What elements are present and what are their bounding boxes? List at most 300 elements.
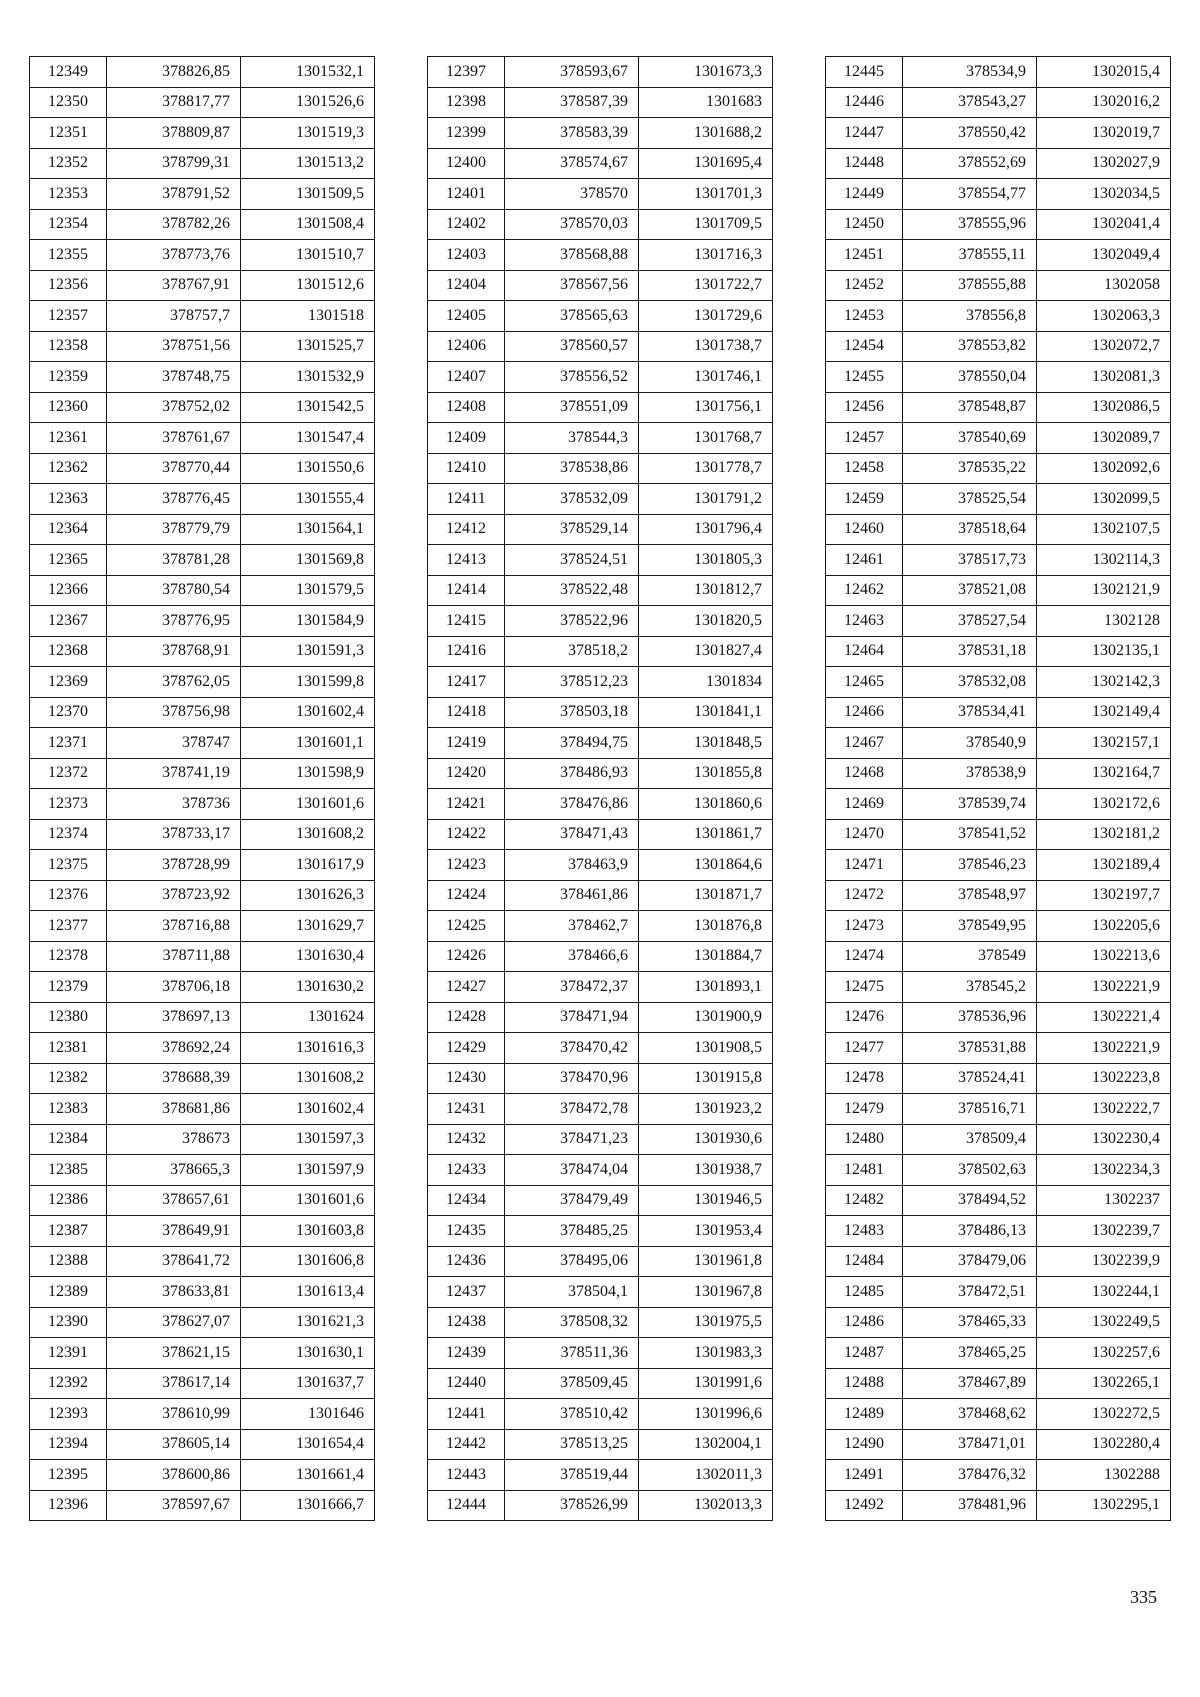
- point-number-cell: 12405: [428, 301, 505, 332]
- y-coordinate-cell: 1302058: [1037, 270, 1171, 301]
- point-number-cell: 12489: [826, 1399, 903, 1430]
- x-coordinate-cell: 378716,88: [107, 911, 241, 942]
- y-coordinate-cell: 1302295,1: [1037, 1490, 1171, 1521]
- y-coordinate-cell: 1301613,4: [241, 1277, 375, 1308]
- x-coordinate-cell: 378462,7: [505, 911, 639, 942]
- x-coordinate-cell: 378673: [107, 1124, 241, 1155]
- x-coordinate-cell: 378516,71: [903, 1094, 1037, 1125]
- x-coordinate-cell: 378471,43: [505, 819, 639, 850]
- point-number-cell: 12457: [826, 423, 903, 454]
- x-coordinate-cell: 378741,19: [107, 758, 241, 789]
- point-number-cell: 12382: [30, 1063, 107, 1094]
- x-coordinate-cell: 378688,39: [107, 1063, 241, 1094]
- table-row: [428, 1307, 773, 1338]
- point-number-cell: 12465: [826, 667, 903, 698]
- table-row: [826, 1277, 1171, 1308]
- y-coordinate-cell: 1301855,8: [639, 758, 773, 789]
- y-coordinate-cell: 1301953,4: [639, 1216, 773, 1247]
- x-coordinate-cell: 378476,32: [903, 1460, 1037, 1491]
- x-coordinate-cell: 378554,77: [903, 179, 1037, 210]
- y-coordinate-cell: 1302027,9: [1037, 148, 1171, 179]
- x-coordinate-cell: 378649,91: [107, 1216, 241, 1247]
- table-row: [428, 514, 773, 545]
- table-row: [826, 697, 1171, 728]
- table-row: [826, 1155, 1171, 1186]
- y-coordinate-cell: 1301630,4: [241, 941, 375, 972]
- y-coordinate-cell: 1301871,7: [639, 880, 773, 911]
- point-number-cell: 12393: [30, 1399, 107, 1430]
- y-coordinate-cell: 1301564,1: [241, 514, 375, 545]
- point-number-cell: 12453: [826, 301, 903, 332]
- y-coordinate-cell: 1302249,5: [1037, 1307, 1171, 1338]
- x-coordinate-cell: 378621,15: [107, 1338, 241, 1369]
- point-number-cell: 12484: [826, 1246, 903, 1277]
- y-coordinate-cell: 1301908,5: [639, 1033, 773, 1064]
- x-coordinate-cell: 378535,22: [903, 453, 1037, 484]
- point-number-cell: 12385: [30, 1155, 107, 1186]
- x-coordinate-cell: 378526,99: [505, 1490, 639, 1521]
- table-row: [428, 209, 773, 240]
- x-coordinate-cell: 378552,69: [903, 148, 1037, 179]
- x-coordinate-cell: 378476,86: [505, 789, 639, 820]
- point-number-cell: 12416: [428, 636, 505, 667]
- point-number-cell: 12409: [428, 423, 505, 454]
- y-coordinate-cell: 1301796,4: [639, 514, 773, 545]
- x-coordinate-cell: 378610,99: [107, 1399, 241, 1430]
- x-coordinate-cell: 378762,05: [107, 667, 241, 698]
- x-coordinate-cell: 378782,26: [107, 209, 241, 240]
- table-row: [826, 240, 1171, 271]
- x-coordinate-cell: 378529,14: [505, 514, 639, 545]
- y-coordinate-cell: 1302288: [1037, 1460, 1171, 1491]
- y-coordinate-cell: 1301637,7: [241, 1368, 375, 1399]
- y-coordinate-cell: 1301509,5: [241, 179, 375, 210]
- point-number-cell: 12380: [30, 1002, 107, 1033]
- table-row: [30, 1399, 375, 1430]
- y-coordinate-cell: 1301617,9: [241, 850, 375, 881]
- table-row: [826, 789, 1171, 820]
- y-coordinate-cell: 1301608,2: [241, 1063, 375, 1094]
- x-coordinate-cell: 378550,04: [903, 362, 1037, 393]
- point-number-cell: 12432: [428, 1124, 505, 1155]
- y-coordinate-cell: 1301630,2: [241, 972, 375, 1003]
- x-coordinate-cell: 378471,01: [903, 1429, 1037, 1460]
- point-number-cell: 12445: [826, 57, 903, 88]
- y-coordinate-cell: 1302086,5: [1037, 392, 1171, 423]
- point-number-cell: 12471: [826, 850, 903, 881]
- x-coordinate-cell: 378770,44: [107, 453, 241, 484]
- x-coordinate-cell: 378556,52: [505, 362, 639, 393]
- y-coordinate-cell: 1302265,1: [1037, 1368, 1171, 1399]
- point-number-cell: 12362: [30, 453, 107, 484]
- table-row: [30, 850, 375, 881]
- table-row: [30, 1460, 375, 1491]
- x-coordinate-cell: 378817,77: [107, 87, 241, 118]
- point-number-cell: 12373: [30, 789, 107, 820]
- x-coordinate-cell: 378468,62: [903, 1399, 1037, 1430]
- x-coordinate-cell: 378474,04: [505, 1155, 639, 1186]
- table-row: [428, 1124, 773, 1155]
- table-row: [428, 240, 773, 271]
- x-coordinate-cell: 378597,67: [107, 1490, 241, 1521]
- x-coordinate-cell: 378538,86: [505, 453, 639, 484]
- table-row: [30, 148, 375, 179]
- point-number-cell: 12355: [30, 240, 107, 271]
- point-number-cell: 12476: [826, 1002, 903, 1033]
- table-row: [826, 1460, 1171, 1491]
- point-number-cell: 12492: [826, 1490, 903, 1521]
- y-coordinate-cell: 1302099,5: [1037, 484, 1171, 515]
- x-coordinate-cell: 378780,54: [107, 575, 241, 606]
- y-coordinate-cell: 1302034,5: [1037, 179, 1171, 210]
- table-row: [826, 1307, 1171, 1338]
- x-coordinate-cell: 378605,14: [107, 1429, 241, 1460]
- point-number-cell: 12395: [30, 1460, 107, 1491]
- table-row: [826, 392, 1171, 423]
- table-row: [30, 819, 375, 850]
- y-coordinate-cell: 1302142,3: [1037, 667, 1171, 698]
- x-coordinate-cell: 378518,2: [505, 636, 639, 667]
- y-coordinate-cell: 1302114,3: [1037, 545, 1171, 576]
- y-coordinate-cell: 1301601,6: [241, 789, 375, 820]
- x-coordinate-cell: 378826,85: [107, 57, 241, 88]
- x-coordinate-cell: 378556,8: [903, 301, 1037, 332]
- point-number-cell: 12404: [428, 270, 505, 301]
- x-coordinate-cell: 378525,54: [903, 484, 1037, 515]
- point-number-cell: 12353: [30, 179, 107, 210]
- table-row: [826, 362, 1171, 393]
- x-coordinate-cell: 378751,56: [107, 331, 241, 362]
- table-row: [428, 148, 773, 179]
- table-row: [30, 484, 375, 515]
- table-row: [826, 1429, 1171, 1460]
- x-coordinate-cell: 378657,61: [107, 1185, 241, 1216]
- y-coordinate-cell: 1301569,8: [241, 545, 375, 576]
- table-row: [428, 697, 773, 728]
- table-row: [428, 1002, 773, 1033]
- y-coordinate-cell: 1302189,4: [1037, 850, 1171, 881]
- point-number-cell: 12479: [826, 1094, 903, 1125]
- point-number-cell: 12403: [428, 240, 505, 271]
- y-coordinate-cell: 1301666,7: [241, 1490, 375, 1521]
- x-coordinate-cell: 378467,89: [903, 1368, 1037, 1399]
- y-coordinate-cell: 1301646: [241, 1399, 375, 1430]
- x-coordinate-cell: 378773,76: [107, 240, 241, 271]
- y-coordinate-cell: 1301709,5: [639, 209, 773, 240]
- table-row: [428, 789, 773, 820]
- table-row: [428, 87, 773, 118]
- y-coordinate-cell: 1302089,7: [1037, 423, 1171, 454]
- point-number-cell: 12357: [30, 301, 107, 332]
- y-coordinate-cell: 1301915,8: [639, 1063, 773, 1094]
- y-coordinate-cell: 1302221,9: [1037, 972, 1171, 1003]
- point-number-cell: 12381: [30, 1033, 107, 1064]
- table-row: [428, 667, 773, 698]
- y-coordinate-cell: 1301738,7: [639, 331, 773, 362]
- table-row: [826, 423, 1171, 454]
- y-coordinate-cell: 1302004,1: [639, 1429, 773, 1460]
- point-number-cell: 12407: [428, 362, 505, 393]
- x-coordinate-cell: 378546,23: [903, 850, 1037, 881]
- table-row: [826, 850, 1171, 881]
- x-coordinate-cell: 378681,86: [107, 1094, 241, 1125]
- y-coordinate-cell: 1301876,8: [639, 911, 773, 942]
- table-row: [826, 1002, 1171, 1033]
- x-coordinate-cell: 378538,9: [903, 758, 1037, 789]
- point-number-cell: 12364: [30, 514, 107, 545]
- point-number-cell: 12464: [826, 636, 903, 667]
- point-number-cell: 12418: [428, 697, 505, 728]
- y-coordinate-cell: 1301597,9: [241, 1155, 375, 1186]
- point-number-cell: 12444: [428, 1490, 505, 1521]
- point-number-cell: 12379: [30, 972, 107, 1003]
- table-row: [428, 606, 773, 637]
- table-row: [826, 880, 1171, 911]
- x-coordinate-cell: 378524,41: [903, 1063, 1037, 1094]
- x-coordinate-cell: 378706,18: [107, 972, 241, 1003]
- x-coordinate-cell: 378470,42: [505, 1033, 639, 1064]
- y-coordinate-cell: 1302234,3: [1037, 1155, 1171, 1186]
- y-coordinate-cell: 1301722,7: [639, 270, 773, 301]
- table-row: [30, 179, 375, 210]
- table-row: [826, 514, 1171, 545]
- x-coordinate-cell: 378747: [107, 728, 241, 759]
- point-number-cell: 12386: [30, 1185, 107, 1216]
- point-number-cell: 12354: [30, 209, 107, 240]
- x-coordinate-cell: 378540,9: [903, 728, 1037, 759]
- point-number-cell: 12469: [826, 789, 903, 820]
- table-row: [428, 362, 773, 393]
- x-coordinate-cell: 378555,11: [903, 240, 1037, 271]
- x-coordinate-cell: 378548,87: [903, 392, 1037, 423]
- y-coordinate-cell: 1301542,5: [241, 392, 375, 423]
- table-row: [30, 270, 375, 301]
- y-coordinate-cell: 1301654,4: [241, 1429, 375, 1460]
- point-number-cell: 12438: [428, 1307, 505, 1338]
- table-row: [428, 1063, 773, 1094]
- y-coordinate-cell: 1301603,8: [241, 1216, 375, 1247]
- x-coordinate-cell: 378510,42: [505, 1399, 639, 1430]
- y-coordinate-cell: 1301729,6: [639, 301, 773, 332]
- coordinate-table-1: [29, 56, 375, 1521]
- point-number-cell: 12387: [30, 1216, 107, 1247]
- point-number-cell: 12477: [826, 1033, 903, 1064]
- table-row: [826, 1063, 1171, 1094]
- point-number-cell: 12459: [826, 484, 903, 515]
- y-coordinate-cell: 1301688,2: [639, 118, 773, 149]
- table-row: [30, 331, 375, 362]
- table-row: [30, 1307, 375, 1338]
- x-coordinate-cell: 378531,18: [903, 636, 1037, 667]
- table-row: [30, 301, 375, 332]
- x-coordinate-cell: 378567,56: [505, 270, 639, 301]
- point-number-cell: 12411: [428, 484, 505, 515]
- y-coordinate-cell: 1301673,3: [639, 57, 773, 88]
- table-row: [30, 575, 375, 606]
- x-coordinate-cell: 378513,25: [505, 1429, 639, 1460]
- table-row: [30, 1216, 375, 1247]
- point-number-cell: 12466: [826, 697, 903, 728]
- x-coordinate-cell: 378471,23: [505, 1124, 639, 1155]
- x-coordinate-cell: 378540,69: [903, 423, 1037, 454]
- point-number-cell: 12352: [30, 148, 107, 179]
- point-number-cell: 12486: [826, 1307, 903, 1338]
- point-number-cell: 12351: [30, 118, 107, 149]
- table-row: [428, 1094, 773, 1125]
- x-coordinate-cell: 378517,73: [903, 545, 1037, 576]
- y-coordinate-cell: 1302172,6: [1037, 789, 1171, 820]
- y-coordinate-cell: 1301983,3: [639, 1338, 773, 1369]
- y-coordinate-cell: 1301526,6: [241, 87, 375, 118]
- page-number: 335: [1130, 1587, 1157, 1607]
- x-coordinate-cell: 378519,44: [505, 1460, 639, 1491]
- y-coordinate-cell: 1301555,4: [241, 484, 375, 515]
- table-row: [826, 301, 1171, 332]
- x-coordinate-cell: 378697,13: [107, 1002, 241, 1033]
- table-row: [428, 270, 773, 301]
- point-number-cell: 12363: [30, 484, 107, 515]
- y-coordinate-cell: 1301602,4: [241, 697, 375, 728]
- point-number-cell: 12467: [826, 728, 903, 759]
- point-number-cell: 12488: [826, 1368, 903, 1399]
- table-row: [428, 392, 773, 423]
- x-coordinate-cell: 378494,75: [505, 728, 639, 759]
- y-coordinate-cell: 1301768,7: [639, 423, 773, 454]
- table-row: [428, 1399, 773, 1430]
- x-coordinate-cell: 378733,17: [107, 819, 241, 850]
- y-coordinate-cell: 1301975,5: [639, 1307, 773, 1338]
- point-number-cell: 12460: [826, 514, 903, 545]
- y-coordinate-cell: 1301923,2: [639, 1094, 773, 1125]
- point-number-cell: 12401: [428, 179, 505, 210]
- x-coordinate-cell: 378768,91: [107, 636, 241, 667]
- y-coordinate-cell: 1301550,6: [241, 453, 375, 484]
- point-number-cell: 12389: [30, 1277, 107, 1308]
- y-coordinate-cell: 1301864,6: [639, 850, 773, 881]
- x-coordinate-cell: 378665,3: [107, 1155, 241, 1186]
- y-coordinate-cell: 1301812,7: [639, 575, 773, 606]
- table-row: [428, 301, 773, 332]
- y-coordinate-cell: 1302081,3: [1037, 362, 1171, 393]
- point-number-cell: 12480: [826, 1124, 903, 1155]
- table-row: [30, 1124, 375, 1155]
- y-coordinate-cell: 1301616,3: [241, 1033, 375, 1064]
- y-coordinate-cell: 1302239,9: [1037, 1246, 1171, 1277]
- y-coordinate-cell: 1301599,8: [241, 667, 375, 698]
- point-number-cell: 12475: [826, 972, 903, 1003]
- x-coordinate-cell: 378761,67: [107, 423, 241, 454]
- x-coordinate-cell: 378532,08: [903, 667, 1037, 698]
- y-coordinate-cell: 1301861,7: [639, 819, 773, 850]
- point-number-cell: 12461: [826, 545, 903, 576]
- point-number-cell: 12434: [428, 1185, 505, 1216]
- x-coordinate-cell: 378736: [107, 789, 241, 820]
- table-row: [30, 57, 375, 88]
- table-row: [30, 1155, 375, 1186]
- point-number-cell: 12412: [428, 514, 505, 545]
- point-number-cell: 12478: [826, 1063, 903, 1094]
- x-coordinate-cell: 378728,99: [107, 850, 241, 881]
- x-coordinate-cell: 378545,2: [903, 972, 1037, 1003]
- y-coordinate-cell: 1301602,4: [241, 1094, 375, 1125]
- y-coordinate-cell: 1301860,6: [639, 789, 773, 820]
- y-coordinate-cell: 1301626,3: [241, 880, 375, 911]
- point-number-cell: 12442: [428, 1429, 505, 1460]
- point-number-cell: 12423: [428, 850, 505, 881]
- y-coordinate-cell: 1301591,3: [241, 636, 375, 667]
- point-number-cell: 12350: [30, 87, 107, 118]
- coordinate-table-2: [427, 56, 773, 1521]
- table-row: [428, 1033, 773, 1064]
- x-coordinate-cell: 378767,91: [107, 270, 241, 301]
- x-coordinate-cell: 378502,63: [903, 1155, 1037, 1186]
- table-row: [826, 819, 1171, 850]
- table-row: [428, 850, 773, 881]
- table-row: [30, 667, 375, 698]
- point-number-cell: 12454: [826, 331, 903, 362]
- x-coordinate-cell: 378472,37: [505, 972, 639, 1003]
- table-row: [428, 1277, 773, 1308]
- table-row: [428, 57, 773, 88]
- x-coordinate-cell: 378508,32: [505, 1307, 639, 1338]
- x-coordinate-cell: 378522,96: [505, 606, 639, 637]
- table-row: [30, 1277, 375, 1308]
- x-coordinate-cell: 378756,98: [107, 697, 241, 728]
- table-row: [428, 118, 773, 149]
- table-row: [826, 728, 1171, 759]
- point-number-cell: 12437: [428, 1277, 505, 1308]
- point-number-cell: 12483: [826, 1216, 903, 1247]
- point-number-cell: 12370: [30, 697, 107, 728]
- point-number-cell: 12349: [30, 57, 107, 88]
- x-coordinate-cell: 378503,18: [505, 697, 639, 728]
- x-coordinate-cell: 378531,88: [903, 1033, 1037, 1064]
- x-coordinate-cell: 378711,88: [107, 941, 241, 972]
- table-row: [428, 1490, 773, 1521]
- point-number-cell: 12449: [826, 179, 903, 210]
- x-coordinate-cell: 378633,81: [107, 1277, 241, 1308]
- point-number-cell: 12447: [826, 118, 903, 149]
- y-coordinate-cell: 1302019,7: [1037, 118, 1171, 149]
- x-coordinate-cell: 378723,92: [107, 880, 241, 911]
- point-number-cell: 12368: [30, 636, 107, 667]
- x-coordinate-cell: 378465,33: [903, 1307, 1037, 1338]
- x-coordinate-cell: 378553,82: [903, 331, 1037, 362]
- point-number-cell: 12369: [30, 667, 107, 698]
- point-number-cell: 12430: [428, 1063, 505, 1094]
- point-number-cell: 12446: [826, 87, 903, 118]
- point-number-cell: 12426: [428, 941, 505, 972]
- table-row: [428, 1368, 773, 1399]
- x-coordinate-cell: 378472,51: [903, 1277, 1037, 1308]
- table-row: [826, 1033, 1171, 1064]
- table-row: [30, 606, 375, 637]
- point-number-cell: 12374: [30, 819, 107, 850]
- table-row: [826, 484, 1171, 515]
- y-coordinate-cell: 1302181,2: [1037, 819, 1171, 850]
- y-coordinate-cell: 1302092,6: [1037, 453, 1171, 484]
- table-row: [30, 941, 375, 972]
- table-row: [428, 1429, 773, 1460]
- point-number-cell: 12468: [826, 758, 903, 789]
- point-number-cell: 12414: [428, 575, 505, 606]
- point-number-cell: 12421: [428, 789, 505, 820]
- table-row: [826, 1399, 1171, 1430]
- point-number-cell: 12487: [826, 1338, 903, 1369]
- table-row: [826, 331, 1171, 362]
- x-coordinate-cell: 378748,75: [107, 362, 241, 393]
- point-number-cell: 12422: [428, 819, 505, 850]
